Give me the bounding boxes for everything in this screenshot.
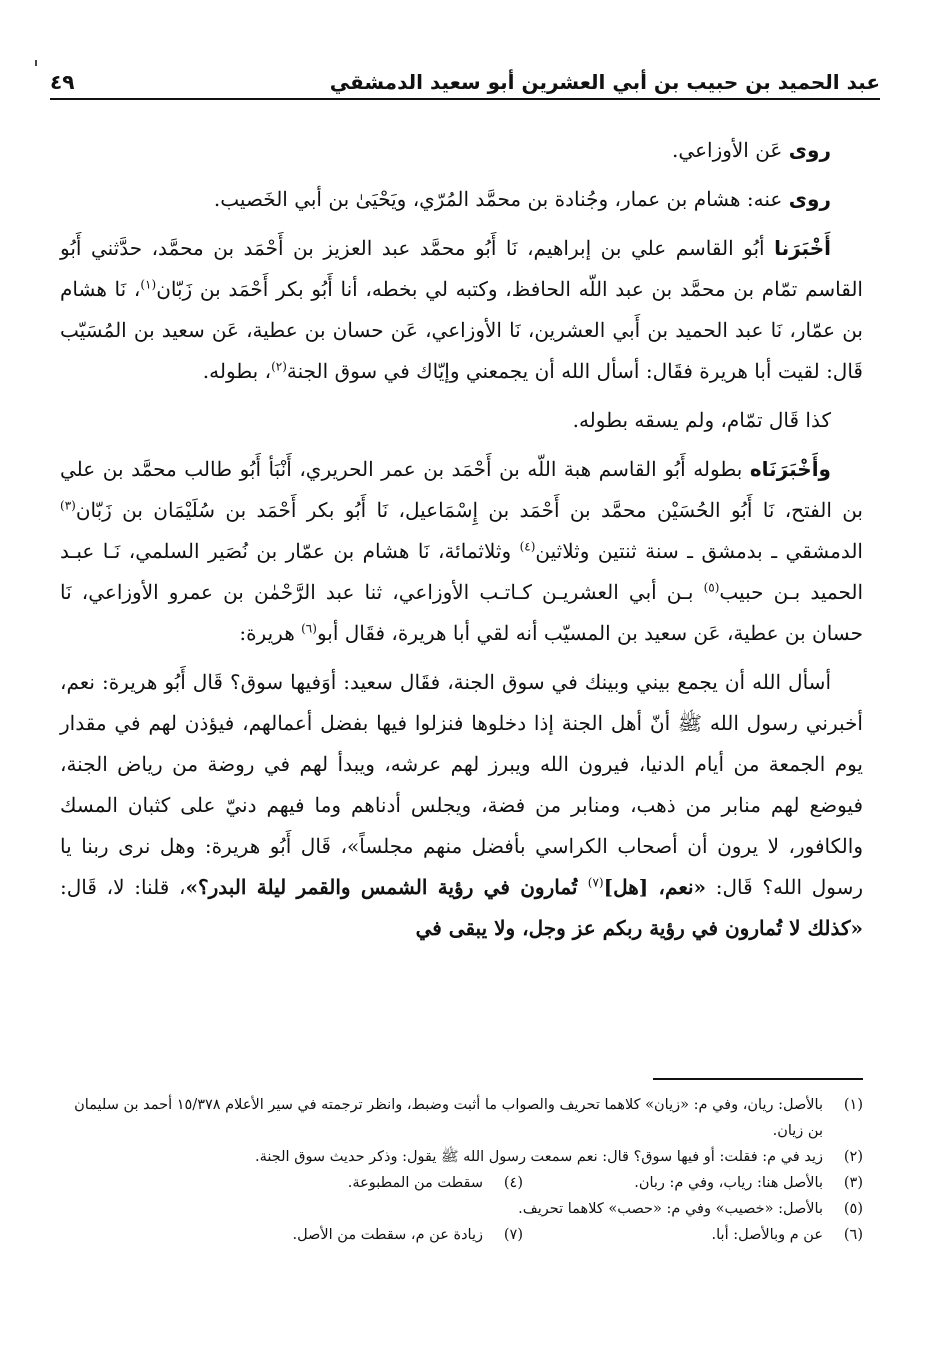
scan-artifact [35,60,37,66]
footnote-text: عن م وبالأصل: أبا. [711,1227,823,1243]
footnote-text: زيد في م: فقلت: أو فيها سوق؟ قال: نعم سمعت رسول الله ﷺ يقول: وذكر حديث سوق الجنة. [255,1149,823,1165]
text-run: بطوله أَبُو القاسم هبة اللّه بن أَحْمَد بن عمر الحريري، أَنْبَأ أَبُو طالب محمَّد بن علي بن الفتح، نَا أَبُو الحُسَيْن محمَّد بن أَحْمَد بن إِسْمَاعيل، نَا أَبُو بكر أَحْمَد بن سُلَيْمَان بن زَبّان [60,457,863,522]
footnote-number: (٦) [843,1227,863,1243]
footnote-6 [563,1222,863,1248]
footnote-text: بالأصل: «خصيب» وفي م: «حصب» كلاهما تحريف. [518,1201,823,1217]
footnote-5 [60,1196,863,1222]
footnote-number: (٧) [503,1227,523,1243]
text-run: عنه: هشام بن عمار، وجُنادة بن محمَّد المُرّي، ويَحْيَىٰ بن أبي الخَصيب. [213,187,789,211]
footnote-row [60,1170,863,1196]
footnote-ref-7[interactable]: (٧) [587,875,604,890]
footnotes [60,1092,863,1248]
text-run: كذا قَال تمّام، ولم يسقه بطوله. [572,408,831,432]
text-run: عَن الأوزاعي. [672,138,789,162]
footnote-2 [60,1144,863,1170]
text-run: ، بطوله. [202,359,272,383]
bold-quote: «كذلك لا تُمارون في رؤية ربكم عز وجل، ولا يبقى في [415,916,863,940]
header-title: عبد الحميد بن حبيب بن أبي العشرين أبو سعيد الدمشقي [329,70,880,94]
paragraph-5 [60,449,863,654]
running-header [50,62,880,100]
keyword: روى [788,187,831,211]
footnote-ref-2[interactable]: (٢) [271,359,287,374]
footnote-text: سقطت من المطبوعة. [347,1175,483,1191]
footnote-ref-3[interactable]: (٣) [60,498,76,513]
paragraph-1 [60,130,863,171]
paragraph-2 [60,179,863,220]
bold-quote: تُمارون في رؤية الشمس والقمر ليلة البدر؟» [185,875,588,899]
paragraph-3 [60,228,863,392]
footnote-3 [563,1170,863,1196]
text-run: هريرة: [239,621,302,645]
text-run: أسأل الله أن يجمع بيني وبينك في سوق الجنة، فقَال سعيد: أوَفيها سوق؟ قَال أَبُو هريرة: نعم، أخبرني رسول الله ﷺ أنّ أهل الجنة إذا دخلوها فنزلوا فيها بفضل أعمالهم، فيؤذن لهم في مقدار يوم الجمعة من أيام الدنيا، فيرون الله ويبرز لهم عرشه، ويبدأ لهم في روضة من رياض الجنة، فيوضع لهم منابر من ذهب، ومنابر من فضة، ويجلس أدناهم وما فيهم دنيّ على كثبان المسك والكافور، لا يرون أن أصحاب الكراسي بأفضل منهم مجلساً»، قَال أَبُو هريرة: وهل نرى ربنا يا رسول الله؟ قَال: [60,670,863,899]
keyword: أَخْبَرَنا [774,236,831,260]
footnote-separator [653,1078,863,1080]
footnote-number: (٤) [503,1175,523,1191]
footnote-number: (٥) [843,1201,863,1217]
page-number: ٤٩ [50,70,75,94]
paragraph-6 [60,662,863,949]
footnote-text: بالأصل هنا: رياب، وفي م: ربان. [634,1175,823,1191]
text-run: ، قلنا: لا، قَال: [60,875,186,899]
text-run: الدمشقي ـ بدمشق ـ سنة ثنتين وثلاثين [535,539,863,563]
footnote-text: بالأصل: ريان، وفي م: «زيان» كلاهما تحريف والصواب ما أثبت وضبط، وانظر ترجمته في سير الأعلام ١٥/٣٧٨ أحمد بن سليمان بن زيان. [74,1097,823,1139]
footnote-1 [60,1092,863,1144]
paragraph-4 [60,400,863,441]
footnote-number: (٢) [843,1149,863,1165]
footnote-row [60,1222,863,1248]
footnote-text: زيادة عن م، سقطت من الأصل. [292,1227,483,1243]
footnote-ref-6[interactable]: (٦) [301,621,317,636]
footnote-4 [348,1170,523,1196]
keyword: روى [788,138,831,162]
footnote-ref-4[interactable]: (٤) [519,539,536,554]
text-run: أبُو القاسم علي بن إبراهيم، نَا أَبُو محمَّد عبد العزيز بن أَحْمَد بن محمَّد، حدَّثني أَبُو القاسم تمّام بن محمَّد بن عبد اللّه الحافظ، وكتبه لي بخطه، أنا أَبُو بكر أَحْمَد بن زَبّان [60,236,863,301]
keyword: وأَخْبَرَنَاه [749,457,831,481]
main-text [60,130,863,957]
text-run: وثلاثمائة، نَا هشام بن عمّار بن نُصَير السلمي، نَـا عبـد الحميد بـن حبيب [60,539,864,604]
footnote-number: (٣) [843,1175,863,1191]
bold-quote: «نعم، [هل] [603,875,707,899]
footnote-number: (١) [843,1097,863,1113]
footnote-ref-5[interactable]: (٥) [703,580,720,595]
text-run: بـن أبي العشريـن كـاتـب الأوزاعي، ثنا عبد الرَّحْمٰن بن عمرو الأوزاعي، نَا حسان بن عطية، عَن سعيد بن المسيّب أنه لقي أبا هريرة، فقَال أبو [60,580,863,645]
footnote-7 [292,1222,523,1248]
footnote-ref-1[interactable]: (١) [140,277,157,292]
text-run: ، نَا هشام بن عمّار، نَا عبد الحميد بن أَبي العشرين، نَا الأوزاعي، عَن حسان بن عطية، عَن سعيد بن المُسَيّب قَال: لقيت أبا هريرة فقَال: أسأل الله أن يجمعني وإيّاك في سوق الجنة [60,277,863,383]
